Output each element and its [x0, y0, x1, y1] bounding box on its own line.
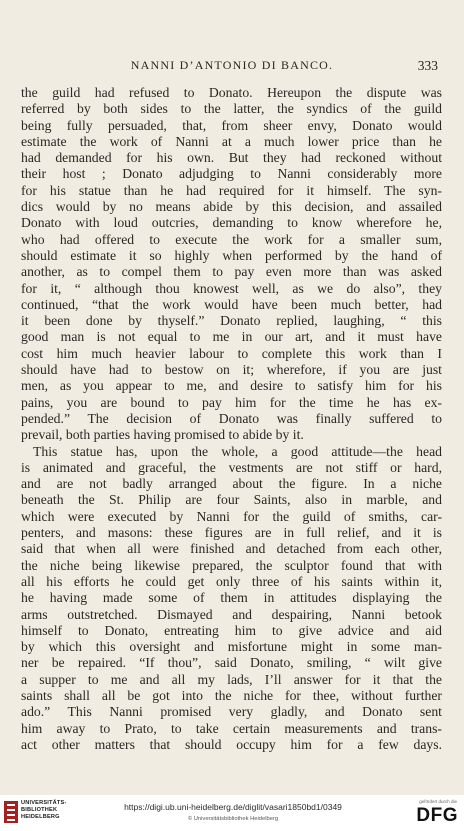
text-line: estimate the work of Nanni at a much lower price than he	[21, 133, 442, 149]
permalink-url[interactable]: https://digi.ub.uni-heidelberg.de/diglit/vasari1850bd1/0349	[124, 802, 342, 812]
text-line: should have had to bestow on it; wherefore, if you are just	[21, 362, 442, 378]
copyright-notice: © Universitätsbibliothek Heidelberg	[187, 816, 279, 822]
text-line: act other matters that should occupy him for a few days.	[21, 736, 442, 752]
digitization-footer	[0, 795, 464, 831]
text-line: pended.” The decision of Donato was finally suffered to	[21, 410, 442, 426]
library-name-line: UNIVERSITÄTS-	[21, 800, 67, 806]
text-line: pains, you are bound to pay him for the time he has ex-	[21, 394, 442, 410]
text-line: for it, “ although thou knowest well, as we do also”, they	[21, 280, 442, 296]
running-title: NANNI D’ANTONIO DI BANCO.	[130, 58, 334, 72]
running-head	[20, 58, 444, 76]
text-line: their host ; Donato adjudging to Nanni considerably more	[21, 166, 442, 182]
text-line: cost him much heavier labour to complete this work than I	[21, 345, 442, 361]
library-name-line: HEIDELBERG	[21, 814, 60, 820]
text-line: penters, and masons: these figures are in full relief, and it is	[21, 525, 442, 541]
text-line: he having made some of them in attitudes displaying the	[21, 590, 442, 606]
library-name-line: BIBLIOTHEK	[21, 807, 58, 813]
text-line: by which this oversight and misfortune might in some man-	[21, 639, 442, 655]
university-library-logo-icon	[4, 801, 18, 823]
text-line: men, as you appear to me, and desire to satisfy him for his	[21, 378, 442, 394]
library-name	[21, 800, 81, 821]
text-line: referred by both sides to the latter, the syndics of the guild	[21, 101, 442, 117]
text-line: ner be repaired. “If thou”, said Donato, smiling, “ wilt give	[21, 655, 442, 671]
text-line: who had offered to execute the work for a smaller sum,	[21, 231, 442, 247]
text-line: This statue has, upon the whole, a good attitude—the head	[33, 443, 442, 459]
text-line: prevail, both parties having promised to abide by it.	[21, 427, 304, 443]
text-line: should estimate it so highly when performed by the hand of	[21, 247, 442, 263]
text-line: the niche being likewise prepared, the sculptor found that with	[21, 557, 442, 573]
text-line: him away to Prato, to take certain measurements and trans-	[21, 720, 442, 736]
text-line: continued, “that the work would have been much better, had	[21, 296, 442, 312]
text-line: is animated and graceful, the vestments are not stiff or hard,	[21, 459, 442, 475]
text-line: and are not badly arranged about the figure. In a niche	[21, 476, 442, 492]
text-line: ado.” This Nanni promised very gladly, and Donato sent	[21, 704, 442, 720]
dfg-logo: DFG	[416, 805, 458, 826]
page-number: 333	[417, 58, 438, 73]
text-line: saints shall all be got into the niche for thee, without further	[21, 687, 442, 703]
text-line: for his statue than he had required for it himself. The syn-	[21, 182, 442, 198]
text-line: good man is not equal to me in our art, and it must have	[21, 329, 442, 345]
text-line: dics would by no means abide by this decision, and assailed	[21, 199, 442, 215]
body-text	[21, 85, 442, 753]
text-line: a supper to me and all my lads, I’ll answer for it that the	[21, 671, 442, 687]
text-line: it been done by thyself.” Donato replied, laughing, “ this	[21, 313, 442, 329]
text-line: beneath the St. Philip are four Saints, also in marble, and	[21, 492, 442, 508]
text-line: all his efforts he could get only three of his saints within it,	[21, 573, 442, 589]
text-line: had demanded for his own. But they had reckoned without	[21, 150, 442, 166]
text-line: said that when all were finished and detached from each other,	[21, 541, 442, 557]
text-line: another, as to compel them to pay even more than was asked	[21, 264, 442, 280]
text-line: himself to Donato, entreating him to give advice and aid	[21, 622, 442, 638]
text-line: which were executed by Nanni for the guild of smiths, car-	[21, 508, 442, 524]
text-line: arms outstretched. Dismayed and despairing, Nanni betook	[21, 606, 442, 622]
text-line: being fully persuaded, that, from sheer envy, Donato would	[21, 117, 442, 133]
text-line: Donato with loud outcries, demanding to know wherefore he,	[21, 215, 442, 231]
text-line: the guild had refused to Donato. Hereupon the dispute was	[21, 85, 442, 100]
funding-note: gefördert durch die	[419, 799, 457, 804]
